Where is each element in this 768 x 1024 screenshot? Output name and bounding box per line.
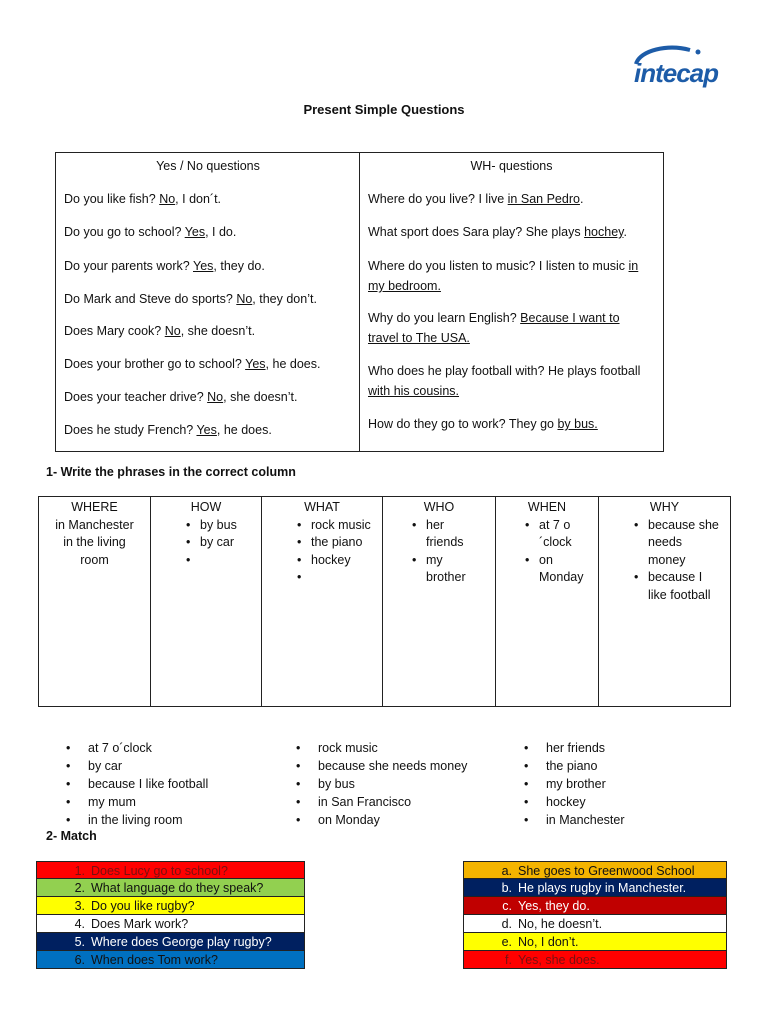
column-head-what: WHAT [304, 500, 340, 514]
intecap-logo [628, 44, 728, 96]
answer-word: Yes [184, 225, 206, 239]
phrase-item: • my mum [64, 793, 264, 811]
who-item: • her friends [426, 517, 476, 552]
section-1-heading: 1- Write the phrases in the correct column [46, 465, 296, 479]
when-item: • at 7 o ´clock [539, 517, 589, 552]
match-text: What language do they speak? [91, 881, 264, 895]
phrase-item: • in San Francisco [294, 793, 494, 811]
yes-no-line [64, 387, 297, 407]
question-text: Does Mary cook? [64, 324, 165, 338]
match-text: Yes, they do. [518, 899, 590, 913]
match-text: When does Tom work? [91, 953, 218, 967]
match-text: Does Mark work? [91, 917, 189, 931]
match-text: Yes, she does. [518, 953, 600, 967]
match-row [463, 879, 727, 897]
match-text: He plays rugby in Manchester. [518, 881, 687, 895]
question-text: Do your parents work? [64, 259, 193, 273]
column-head-why: WHY [649, 500, 680, 514]
wh-line-5 [368, 361, 657, 401]
wh-a6: by bus. [557, 417, 598, 431]
phrase-item: • because she needs money [294, 757, 494, 775]
match-row [36, 951, 305, 969]
match-text: No, I don’t. [518, 935, 579, 949]
match-row [36, 897, 305, 915]
phrase-item: • my brother [522, 775, 722, 793]
column-head-when: WHEN [527, 500, 567, 514]
how-item: • by bus [200, 517, 258, 535]
phrase-list-2 [294, 739, 494, 829]
match-number: f. [505, 953, 512, 967]
wh-q1: Where do you live? I live [368, 192, 508, 206]
wh-a1: in San Pedro [507, 192, 580, 206]
phrase-item: • by bus [294, 775, 494, 793]
why-item: • because she needs money [648, 517, 720, 570]
phrase-item: • because I like football [64, 775, 264, 793]
answer-word: No [236, 292, 253, 306]
yes-no-line [64, 321, 255, 341]
answer-rest: , I do. [205, 225, 237, 239]
logo-text: intecap [634, 58, 719, 88]
phrase-item: • in the living room [64, 811, 264, 829]
phrase-item: • the piano [522, 757, 722, 775]
phrase-list-3 [522, 739, 722, 829]
column-when [496, 497, 599, 707]
column-head-who: WHO [423, 500, 455, 514]
column-where [39, 497, 151, 707]
match-text: Where does George play rugby? [91, 935, 272, 949]
column-who [383, 497, 496, 707]
where-item: in Manchester [55, 517, 134, 532]
match-row [463, 897, 727, 915]
phrase-item: • rock music [294, 739, 494, 757]
wh-heading: WH- questions [470, 159, 553, 173]
answer-rest: , she doesn’t. [180, 324, 256, 338]
where-item: room [80, 552, 109, 567]
column-head-how: HOW [190, 500, 222, 514]
wh-line-4 [368, 308, 657, 348]
answer-word: No [164, 324, 181, 338]
match-row [463, 951, 727, 969]
phrase-item: • in Manchester [522, 811, 722, 829]
match-text: Do you like rugby? [91, 899, 195, 913]
yes-no-line [64, 189, 221, 209]
where-item: in the living [63, 535, 126, 549]
match-number: e. [501, 935, 512, 949]
match-number: c. [502, 899, 512, 913]
match-number: d. [501, 917, 512, 931]
wh-a5: with his cousins. [368, 384, 460, 398]
answer-word: No [207, 390, 224, 404]
match-number: 2. [74, 881, 85, 895]
what-item: • the piano [311, 534, 379, 552]
wh-q6: How do they go to work? They go [368, 417, 558, 431]
match-number: 3. [74, 899, 85, 913]
yes-no-heading: Yes / No questions [156, 159, 260, 173]
yes-no-line [64, 420, 272, 440]
wh-line-1 [368, 189, 657, 209]
columns-table [38, 496, 731, 707]
wh-a3a: in [628, 259, 639, 273]
wh-a4a: Because I want to [520, 311, 620, 325]
wh-a3b: my bedroom. [368, 279, 441, 293]
answer-rest: , he does. [216, 423, 272, 437]
how-item: • by car [200, 534, 258, 552]
answer-rest: , they don’t. [252, 292, 317, 306]
question-text: Does your brother go to school? [64, 357, 246, 371]
phrase-list-1 [64, 739, 264, 829]
answer-word: Yes [196, 423, 217, 437]
wh-q4: Why do you learn English? [368, 311, 521, 325]
yes-no-line [64, 354, 320, 374]
column-head-where: WHERE [71, 500, 118, 514]
match-row [463, 915, 727, 933]
match-number: b. [501, 881, 512, 895]
how-item [200, 552, 258, 569]
answer-word: No [159, 192, 176, 206]
wh-a4b: travel to The USA. [368, 331, 470, 345]
answer-rest: , I don´t. [175, 192, 222, 206]
match-text: She goes to Greenwood School [518, 864, 695, 878]
answer-word: Yes [245, 357, 266, 371]
match-text: Does Lucy go to school? [91, 864, 228, 878]
question-text: Do you go to school? [64, 225, 185, 239]
phrase-item: • hockey [522, 793, 722, 811]
question-text: Do you like fish? [64, 192, 160, 206]
yes-no-line [64, 289, 317, 309]
wh-questions-box [359, 152, 664, 452]
what-item: • rock music [311, 517, 379, 535]
match-row [36, 933, 305, 951]
wh-p2: . [623, 225, 627, 239]
wh-q3: Where do you listen to music? I listen to music [368, 259, 629, 273]
wh-line-3 [368, 256, 657, 296]
question-text: Does he study French? [64, 423, 197, 437]
match-number: 5. [74, 935, 85, 949]
match-row [36, 861, 305, 879]
match-text: No, he doesn’t. [518, 917, 603, 931]
wh-line-2 [368, 222, 657, 242]
question-text: Do Mark and Steve do sports? [64, 292, 237, 306]
why-item: • because I like football [648, 569, 720, 604]
wh-q2: What sport does Sara play? She plays [368, 225, 585, 239]
match-row [463, 861, 727, 879]
wh-line-6 [368, 414, 657, 434]
phrase-item: • on Monday [294, 811, 494, 829]
answer-word: Yes [193, 259, 214, 273]
yes-no-line [64, 256, 265, 276]
match-number: a. [501, 864, 512, 878]
column-what [262, 497, 383, 707]
match-number: 6. [74, 953, 85, 967]
phrase-item: • by car [64, 757, 264, 775]
column-why [599, 497, 731, 707]
phrase-item: • her friends [522, 739, 722, 757]
phrase-item: • at 7 o´clock [64, 739, 264, 757]
what-item [311, 569, 379, 586]
when-item: • on Monday [539, 552, 589, 587]
match-number: 1. [74, 864, 85, 878]
question-text: Does your teacher drive? [64, 390, 208, 404]
who-item: • my brother [426, 552, 476, 587]
what-item: • hockey [311, 552, 379, 570]
match-row [463, 933, 727, 951]
wh-a2: hochey [584, 225, 624, 239]
column-how [151, 497, 262, 707]
wh-q5: Who does he play football with? He plays football [368, 364, 641, 378]
match-row [36, 915, 305, 933]
section-2-heading: 2- Match [46, 829, 97, 843]
answer-rest: , he does. [265, 357, 321, 371]
match-number: 4. [74, 917, 85, 931]
yes-no-line [64, 222, 236, 242]
match-row [36, 879, 305, 897]
answer-rest: , she doesn’t. [223, 390, 298, 404]
wh-p1: . [579, 192, 584, 206]
answer-rest: , they do. [213, 259, 265, 273]
page-title: Present Simple Questions [303, 102, 465, 117]
